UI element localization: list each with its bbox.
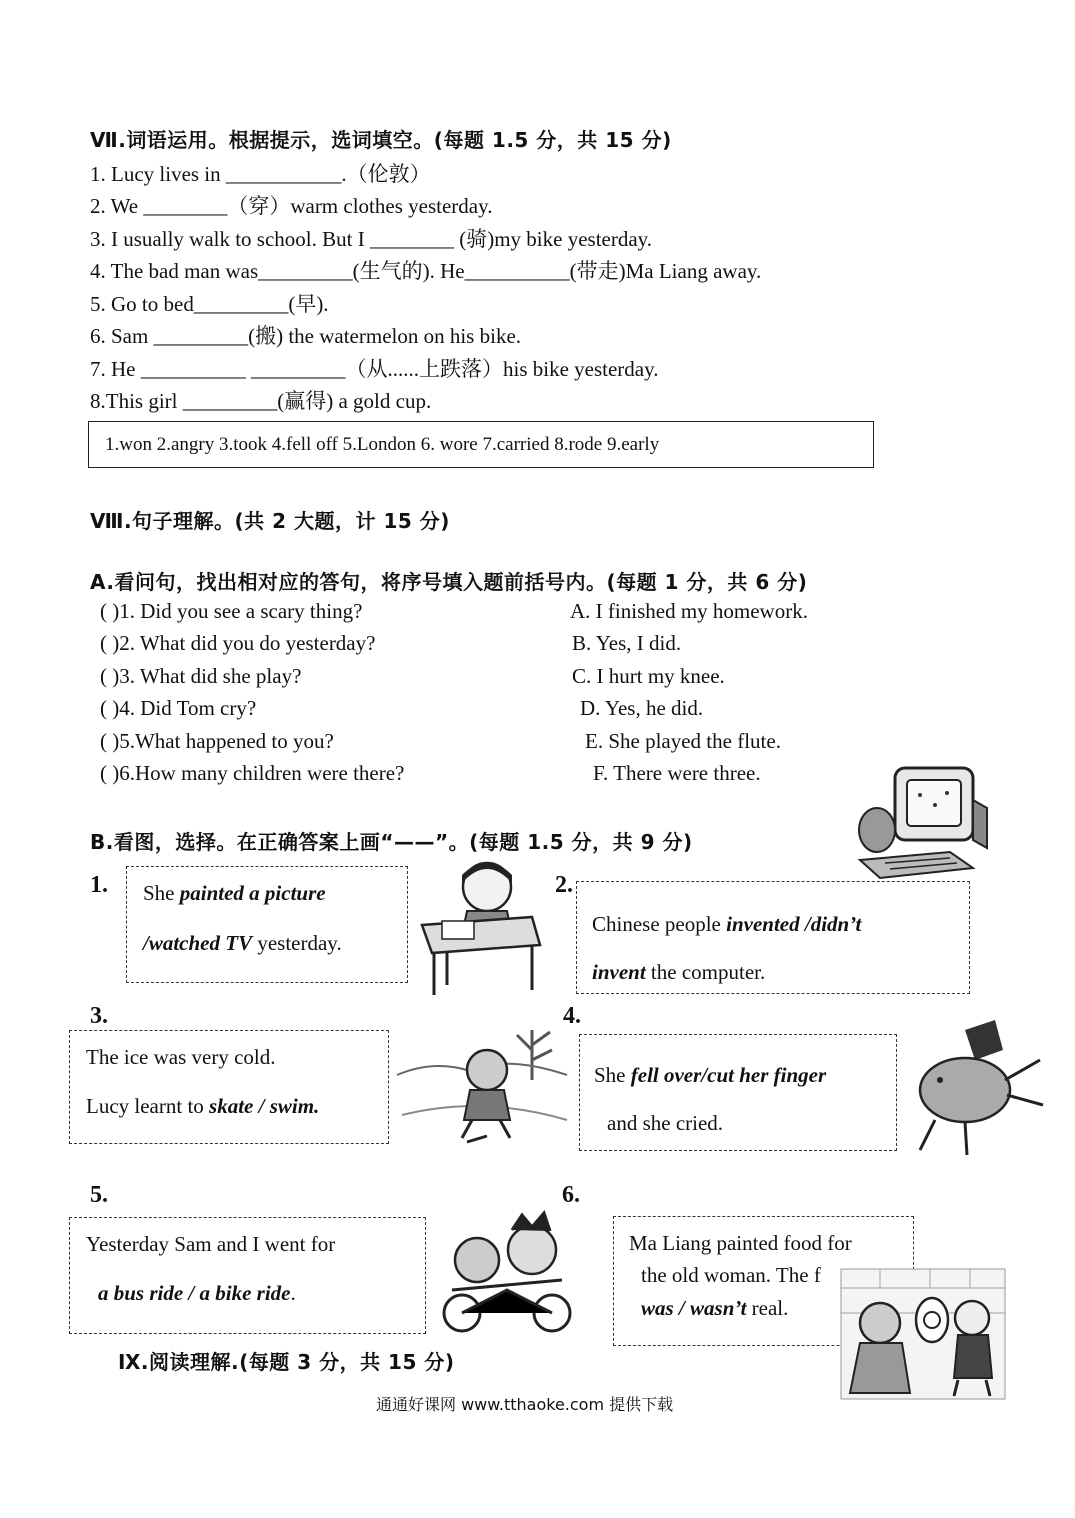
item-1-choice-b[interactable]: /watched TV — [143, 931, 253, 955]
word-bank-text: 1.won 2.angry 3.took 4.fell off 5.London 6. wore 7.carried 8.rode 9.early — [105, 434, 660, 455]
item-1-box — [126, 866, 408, 983]
part-b-title: B.看图，选择。在正确答案上画“——”。(每题 1.5 分，共 9 分) — [90, 830, 693, 854]
section-9-title: Ⅸ.阅读理解.(每题 3 分，共 15 分) — [118, 1350, 455, 1374]
item-3-box — [69, 1030, 389, 1144]
fill-line-8: 8.This girl _________(赢得) a gold cup. — [90, 389, 432, 413]
item-2-text-a: Chinese people — [592, 912, 727, 936]
item-3-text-a: The ice was very cold. — [86, 1045, 276, 1069]
item-5-choice[interactable]: a bus ride / a bike ride — [98, 1281, 291, 1305]
answer-d: D. Yes, he did. — [580, 696, 704, 720]
item-2-choice-a[interactable]: invented /didn’t — [726, 912, 862, 936]
item-number-6: 6. — [562, 1182, 580, 1208]
item-number-4: 4. — [563, 1003, 581, 1029]
item-6-text-c: real. — [746, 1296, 789, 1320]
item-2-box — [576, 881, 970, 994]
fill-line-5: 5. Go to bed_________(早). — [90, 292, 329, 316]
item-3-choice[interactable]: skate / swim. — [209, 1094, 320, 1118]
section-7-title: Ⅶ.词语运用。根据提示，选词填空。(每题 1.5 分，共 15 分) — [90, 128, 672, 152]
item-5-box — [69, 1217, 426, 1334]
item-6-text-a: Ma Liang painted food for — [629, 1231, 852, 1255]
fill-line-2: 2. We ________（穿）warm clothes yesterday. — [90, 194, 493, 218]
item-number-5: 5. — [90, 1182, 108, 1208]
girl-falling-illustration — [895, 1010, 1050, 1160]
answer-f: F. There were three. — [593, 761, 761, 785]
fill-line-7: 7. He __________ _________（从......上跌落）his bike yesterday. — [90, 357, 659, 381]
word-bank-box — [88, 421, 874, 468]
item-2-text-b: the computer. — [645, 960, 766, 984]
answer-a: A. I finished my homework. — [570, 599, 808, 623]
fill-line-3: 3. I usually walk to school. But I ________ (骑)my bike yesterday. — [90, 227, 653, 251]
part-a-title: A.看问句，找出相对应的答句，将序号填入题前括号内。(每题 1 分，共 6 分) — [90, 570, 808, 594]
item-number-1: 1. — [90, 872, 108, 898]
item-2-choice-b[interactable]: invent — [592, 960, 646, 984]
girl-painting-illustration — [412, 855, 547, 995]
item-6-choice[interactable]: was / wasn’t — [641, 1296, 747, 1320]
item-4-text-b: and she cried. — [607, 1111, 724, 1135]
answer-c: C. I hurt my knee. — [572, 664, 725, 688]
girl-skating-illustration — [392, 1020, 572, 1150]
ma-liang-illustration — [840, 1268, 1006, 1400]
item-5-text-a: Yesterday Sam and I went for — [86, 1232, 336, 1256]
item-4-box — [579, 1034, 897, 1151]
question-5: ( )5.What happened to you? — [100, 729, 334, 753]
fill-line-1: 1. Lucy lives in ___________.（伦敦） — [90, 162, 431, 186]
item-number-2: 2. — [555, 872, 573, 898]
item-1-text-b: yesterday. — [252, 931, 342, 955]
question-6: ( )6.How many children were there? — [100, 761, 405, 785]
question-1: ( )1. Did you see a scary thing? — [100, 599, 363, 623]
question-4: ( )4. Did Tom cry? — [100, 696, 257, 720]
computer-illustration — [855, 760, 995, 885]
item-6-text-b: the old woman. The f — [641, 1263, 821, 1287]
item-4-text-a: She — [594, 1063, 631, 1087]
question-3: ( )3. What did she play? — [100, 664, 302, 688]
fill-line-6: 6. Sam _________(搬) the watermelon on his bike. — [90, 324, 522, 348]
item-4-choice[interactable]: fell over/cut her finger — [630, 1063, 827, 1087]
item-1-text-a: She — [143, 881, 180, 905]
footer-text: 通通好课网 www.tthaoke.com 提供下载 — [376, 1395, 674, 1414]
item-number-3: 3. — [90, 1003, 108, 1029]
item-5-text-b: . — [290, 1281, 296, 1305]
section-8-title: Ⅷ.句子理解。(共 2 大题，计 15 分) — [90, 509, 450, 533]
fill-line-4: 4. The bad man was_________(生气的). He__________(带走)Ma Liang away. — [90, 259, 762, 283]
answer-b: B. Yes, I did. — [572, 631, 682, 655]
item-3-text-b: Lucy learnt to — [86, 1094, 210, 1118]
boys-bike-ride-illustration — [432, 1205, 582, 1335]
item-1-choice-a[interactable]: painted a picture — [179, 881, 326, 905]
question-2: ( )2. What did you do yesterday? — [100, 631, 376, 655]
answer-e: E. She played the flute. — [585, 729, 781, 753]
